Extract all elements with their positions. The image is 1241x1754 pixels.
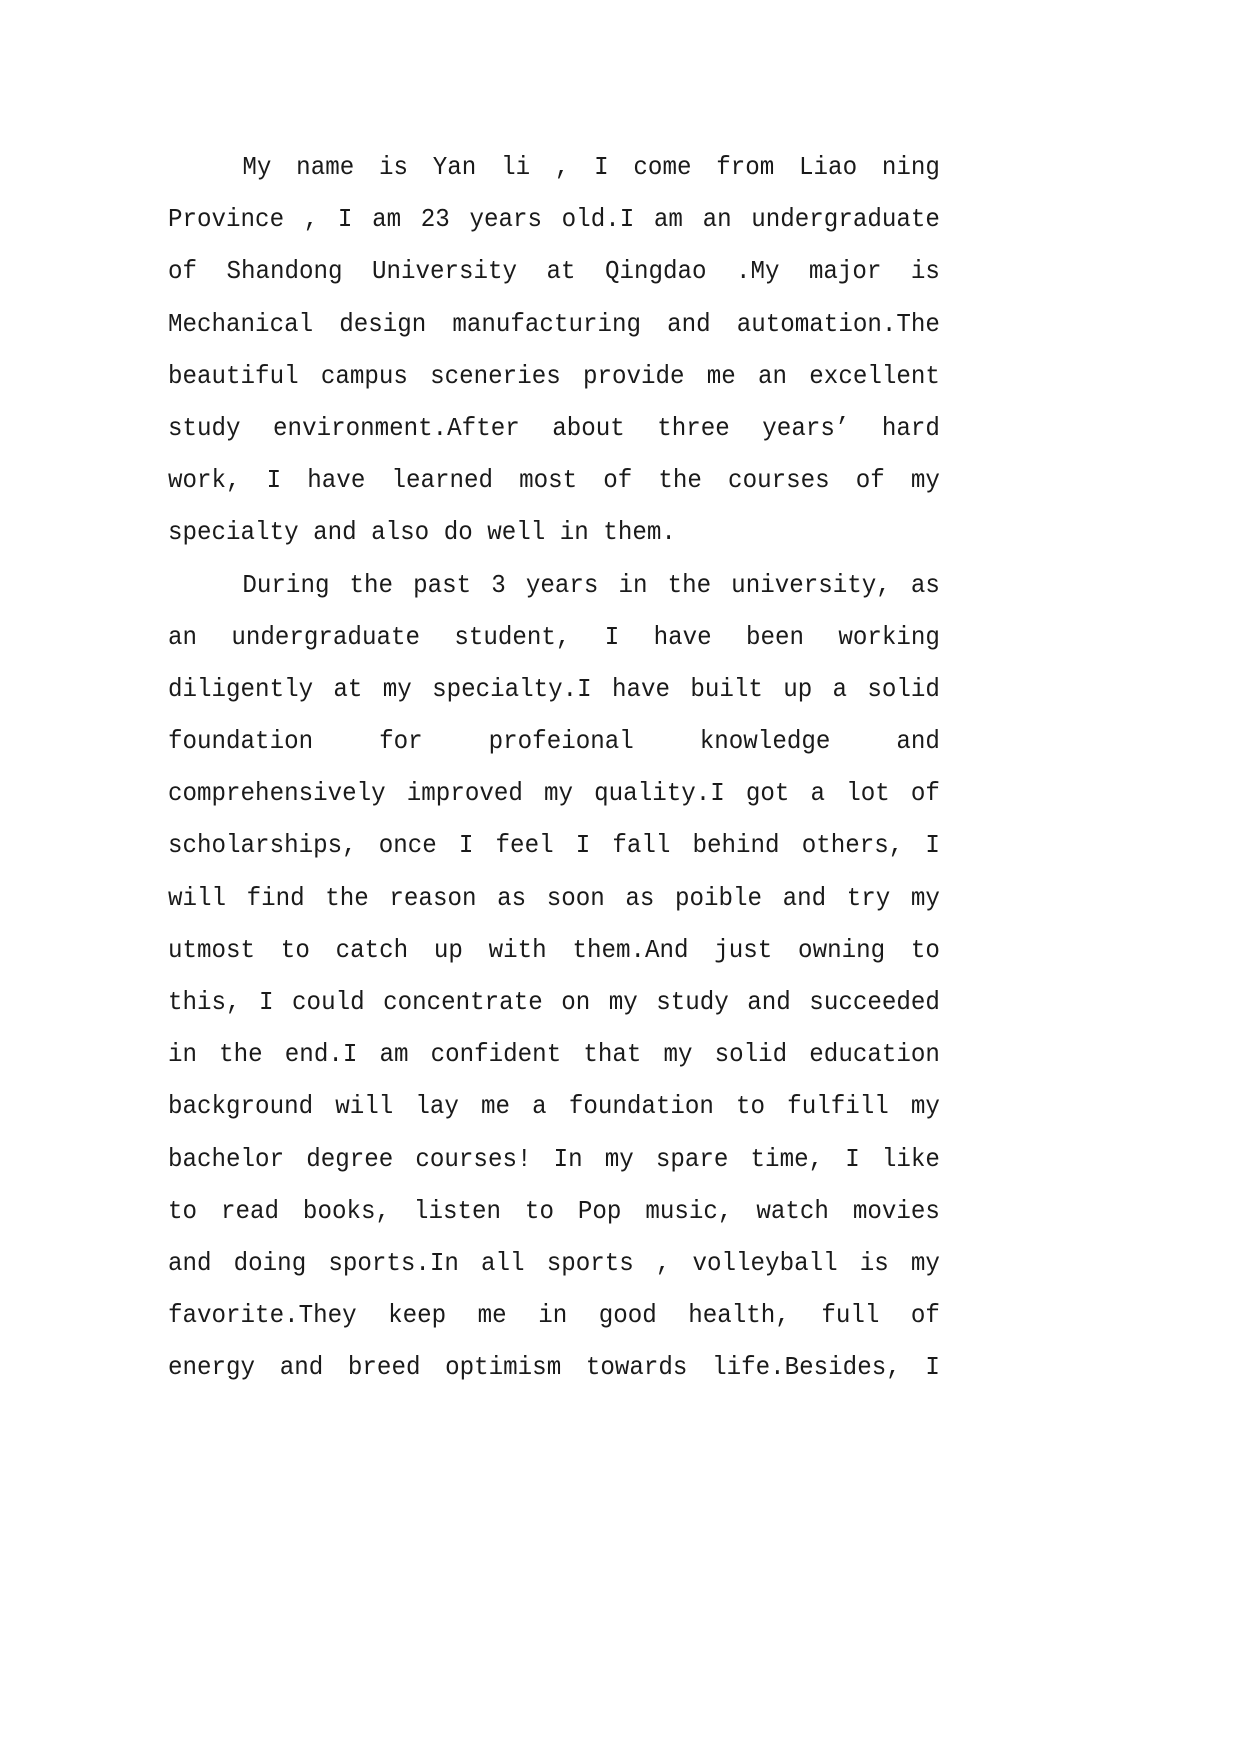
text-line: energy and breed optimism towards life.Besides, I — [168, 1352, 940, 1383]
text-line: and doing sports.In all sports , volleyball is my — [168, 1247, 940, 1278]
text-line: scholarships, once I feel I fall behind others, I — [168, 830, 940, 861]
text-line: bachelor degree courses! In my spare time, I like — [168, 1143, 940, 1174]
text-line: study environment.After about three years’ hard — [168, 412, 940, 443]
text-line: Mechanical design manufacturing and automation.The — [168, 308, 940, 339]
text-line: this, I could concentrate on my study and succeeded — [168, 987, 940, 1017]
text-line: diligently at my specialty.I have built up a solid — [168, 673, 940, 704]
paragraph-university-experience — [168, 564, 940, 1399]
paragraph-introduction — [168, 146, 940, 564]
text-line: comprehensively improved my quality.I got a lot of — [168, 778, 940, 809]
text-line: work, I have learned most of the courses of my — [168, 465, 940, 496]
text-line: of Shandong University at Qingdao .My major is — [168, 256, 940, 287]
text-line: an undergraduate student, I have been working — [168, 621, 940, 652]
text-line: foundation for profeional knowledge and — [168, 726, 940, 757]
text-line: will find the reason as soon as poible and try my — [168, 882, 940, 913]
text-line: background will lay me a foundation to fulfill my — [168, 1091, 940, 1122]
text-line: to read books, listen to Pop music, watch movies — [168, 1195, 940, 1226]
body-text — [168, 146, 940, 1399]
text-line: specialty and also do well in them. — [168, 517, 676, 548]
text-line: in the end.I am confident that my solid education — [168, 1039, 940, 1070]
text-line: Province , I am 23 years old.I am an undergraduate — [168, 204, 940, 235]
text-line: utmost to catch up with them.And just owning to — [168, 934, 940, 965]
text-line: beautiful campus sceneries provide me an excellent — [168, 360, 940, 391]
text-line: My name is Yan li , I come from Liao ning — [242, 152, 940, 182]
text-line: During the past 3 years in the university, as — [242, 569, 940, 600]
text-line: favorite.They keep me in good health, full of — [168, 1300, 940, 1331]
